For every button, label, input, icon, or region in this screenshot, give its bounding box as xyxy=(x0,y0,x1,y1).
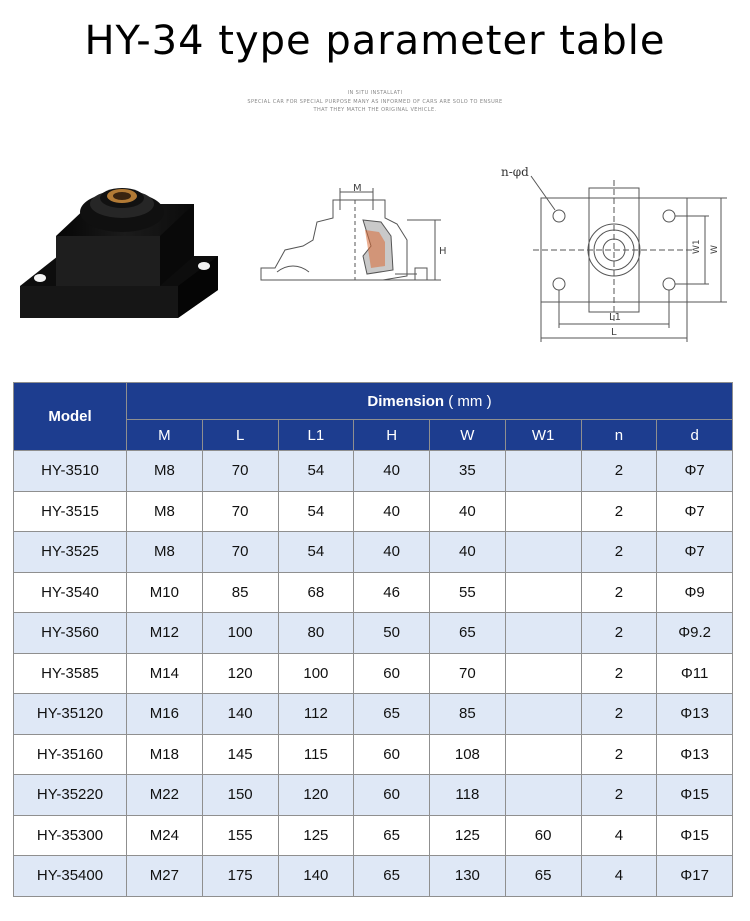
value-cell-l1: 80 xyxy=(278,613,354,654)
table-row xyxy=(14,653,733,694)
value-cell-d: Φ9 xyxy=(657,572,733,613)
label-m: M xyxy=(353,183,362,194)
value-cell-m: M14 xyxy=(127,653,203,694)
value-cell-n: 2 xyxy=(581,694,657,735)
parameter-table xyxy=(13,382,733,897)
label-l1: L1 xyxy=(609,312,621,323)
value-cell-l: 140 xyxy=(202,694,278,735)
table-row xyxy=(14,775,733,816)
side-section-drawing xyxy=(255,180,470,290)
value-cell-l1: 54 xyxy=(278,451,354,492)
model-cell: HY-3510 xyxy=(14,451,127,492)
value-cell-n: 4 xyxy=(581,815,657,856)
page-title: HY-34 type parameter table xyxy=(84,18,666,64)
value-cell-h: 65 xyxy=(354,815,430,856)
value-cell-h: 60 xyxy=(354,734,430,775)
value-cell-w1: 65 xyxy=(505,856,581,897)
value-cell-m: M18 xyxy=(127,734,203,775)
value-cell-w: 65 xyxy=(430,613,506,654)
model-cell: HY-3540 xyxy=(14,572,127,613)
table-body xyxy=(14,451,733,897)
table-row xyxy=(14,491,733,532)
value-cell-w: 125 xyxy=(430,815,506,856)
model-header: Model xyxy=(14,383,127,451)
value-cell-m: M8 xyxy=(127,491,203,532)
value-cell-d: Φ9.2 xyxy=(657,613,733,654)
model-cell: HY-35300 xyxy=(14,815,127,856)
column-header-l1: L1 xyxy=(278,420,354,451)
value-cell-h: 60 xyxy=(354,775,430,816)
column-header-l: L xyxy=(202,420,278,451)
subnote-line-3: THAT THEY MATCH THE ORIGINAL VEHICLE. xyxy=(313,107,437,113)
value-cell-n: 2 xyxy=(581,613,657,654)
column-header-m: M xyxy=(127,420,203,451)
model-cell: HY-3560 xyxy=(14,613,127,654)
label-l: L xyxy=(611,327,617,338)
dimension-unit: ( mm ) xyxy=(448,392,492,410)
label-n-phi-d: n-φd xyxy=(501,165,529,179)
table-row xyxy=(14,856,733,897)
value-cell-l: 85 xyxy=(202,572,278,613)
value-cell-w: 35 xyxy=(430,451,506,492)
value-cell-l: 100 xyxy=(202,613,278,654)
table-row xyxy=(14,613,733,654)
value-cell-h: 46 xyxy=(354,572,430,613)
value-cell-m: M27 xyxy=(127,856,203,897)
value-cell-d: Φ7 xyxy=(657,451,733,492)
value-cell-d: Φ13 xyxy=(657,694,733,735)
value-cell-l1: 120 xyxy=(278,775,354,816)
value-cell-w1 xyxy=(505,775,581,816)
subnote-line-1: IN SITU INSTALLATI xyxy=(347,90,403,96)
value-cell-n: 2 xyxy=(581,451,657,492)
value-cell-w: 130 xyxy=(430,856,506,897)
value-cell-m: M8 xyxy=(127,532,203,573)
value-cell-l: 70 xyxy=(202,532,278,573)
value-cell-d: Φ7 xyxy=(657,491,733,532)
value-cell-h: 40 xyxy=(354,451,430,492)
value-cell-l: 175 xyxy=(202,856,278,897)
value-cell-w: 85 xyxy=(430,694,506,735)
model-cell: HY-35120 xyxy=(14,694,127,735)
value-cell-w1 xyxy=(505,451,581,492)
value-cell-l1: 140 xyxy=(278,856,354,897)
value-cell-w1 xyxy=(505,532,581,573)
value-cell-m: M12 xyxy=(127,613,203,654)
value-cell-m: M22 xyxy=(127,775,203,816)
value-cell-d: Φ15 xyxy=(657,815,733,856)
table-row xyxy=(14,572,733,613)
value-cell-d: Φ15 xyxy=(657,775,733,816)
label-h: H xyxy=(439,246,447,257)
value-cell-l1: 125 xyxy=(278,815,354,856)
top-view-drawing xyxy=(495,160,740,350)
column-header-h: H xyxy=(354,420,430,451)
model-cell: HY-35220 xyxy=(14,775,127,816)
table-row xyxy=(14,734,733,775)
value-cell-m: M8 xyxy=(127,451,203,492)
value-cell-l1: 115 xyxy=(278,734,354,775)
value-cell-d: Φ17 xyxy=(657,856,733,897)
value-cell-m: M16 xyxy=(127,694,203,735)
model-cell: HY-3525 xyxy=(14,532,127,573)
table-row xyxy=(14,694,733,735)
value-cell-h: 65 xyxy=(354,856,430,897)
table-row xyxy=(14,451,733,492)
model-cell: HY-3585 xyxy=(14,653,127,694)
model-cell: HY-35160 xyxy=(14,734,127,775)
label-w1: W1 xyxy=(692,239,702,254)
value-cell-n: 2 xyxy=(581,532,657,573)
value-cell-n: 2 xyxy=(581,734,657,775)
value-cell-l: 155 xyxy=(202,815,278,856)
value-cell-w: 70 xyxy=(430,653,506,694)
value-cell-n: 2 xyxy=(581,491,657,532)
value-cell-l: 120 xyxy=(202,653,278,694)
column-header-w1: W1 xyxy=(505,420,581,451)
value-cell-l: 150 xyxy=(202,775,278,816)
dimension-header xyxy=(127,383,733,420)
value-cell-w1: 60 xyxy=(505,815,581,856)
value-cell-l1: 100 xyxy=(278,653,354,694)
subnote-line-2: SPECIAL CAR FOR SPECIAL PURPOSE MANY AS INFORMED OF CARS ARE SOLO TO ENSURE xyxy=(247,99,503,105)
value-cell-l1: 112 xyxy=(278,694,354,735)
dimension-header-label: Dimension xyxy=(367,392,445,410)
value-cell-w: 55 xyxy=(430,572,506,613)
value-cell-n: 4 xyxy=(581,856,657,897)
label-w: W xyxy=(710,245,720,254)
value-cell-w1 xyxy=(505,653,581,694)
table-row xyxy=(14,532,733,573)
value-cell-w1 xyxy=(505,491,581,532)
value-cell-w1 xyxy=(505,734,581,775)
value-cell-l: 145 xyxy=(202,734,278,775)
model-cell: HY-3515 xyxy=(14,491,127,532)
value-cell-l: 70 xyxy=(202,451,278,492)
value-cell-d: Φ11 xyxy=(657,653,733,694)
value-cell-h: 65 xyxy=(354,694,430,735)
value-cell-n: 2 xyxy=(581,653,657,694)
value-cell-w: 108 xyxy=(430,734,506,775)
value-cell-w1 xyxy=(505,694,581,735)
value-cell-m: M24 xyxy=(127,815,203,856)
value-cell-w1 xyxy=(505,572,581,613)
value-cell-m: M10 xyxy=(127,572,203,613)
value-cell-w: 40 xyxy=(430,532,506,573)
value-cell-w1 xyxy=(505,613,581,654)
value-cell-d: Φ13 xyxy=(657,734,733,775)
value-cell-n: 2 xyxy=(581,775,657,816)
value-cell-l1: 54 xyxy=(278,491,354,532)
column-header-d: d xyxy=(657,420,733,451)
value-cell-h: 50 xyxy=(354,613,430,654)
model-cell: HY-35400 xyxy=(14,856,127,897)
value-cell-l1: 54 xyxy=(278,532,354,573)
value-cell-w: 40 xyxy=(430,491,506,532)
product-photo xyxy=(18,178,228,323)
table-row xyxy=(14,815,733,856)
value-cell-h: 40 xyxy=(354,532,430,573)
column-header-n: n xyxy=(581,420,657,451)
value-cell-w: 118 xyxy=(430,775,506,816)
value-cell-h: 60 xyxy=(354,653,430,694)
value-cell-l1: 68 xyxy=(278,572,354,613)
value-cell-d: Φ7 xyxy=(657,532,733,573)
value-cell-h: 40 xyxy=(354,491,430,532)
value-cell-n: 2 xyxy=(581,572,657,613)
column-header-w: W xyxy=(430,420,506,451)
value-cell-l: 70 xyxy=(202,491,278,532)
